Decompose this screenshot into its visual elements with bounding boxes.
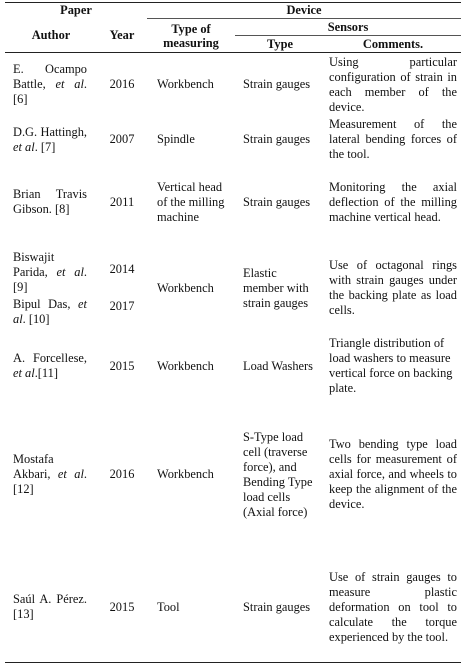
- table-row: [5, 397, 461, 552]
- table-row: [5, 241, 461, 335]
- sensor-type-cell: Strain gauges: [243, 194, 311, 209]
- author-cell: D.G. Hattingh, et al. [7]: [13, 124, 87, 154]
- year-value: 2014: [109, 262, 135, 276]
- author-cell: Mostafa Akbari, et al. [12]: [13, 452, 87, 496]
- table-row: [5, 163, 461, 241]
- header-paper: Paper: [5, 3, 147, 19]
- header-comments: Comments.: [325, 36, 461, 53]
- year-value-2: 2017: [109, 299, 135, 313]
- table-row: [5, 335, 461, 397]
- comment-cell: Use of strain gauges to measure plastic deformation on tool to calculate the torque experienced by the tool.: [325, 552, 461, 663]
- year-cell: 2007: [109, 132, 135, 146]
- measuring-cell: Tool: [147, 552, 235, 663]
- year-cell: 2015: [109, 358, 135, 373]
- year-cell: 2011: [109, 194, 135, 209]
- author-cell: A. Forcellese, et al.[11]: [13, 351, 87, 380]
- author-cell: Saúl A. Pérez. [13]: [5, 552, 97, 663]
- measuring-cell: Workbench: [157, 467, 214, 481]
- author-cell: Brian Travis Gibson. [8]: [13, 187, 87, 216]
- comment-cell: Triangle distribution of load washers to measure vertical force on backing plate.: [329, 336, 453, 395]
- author-cell: Biswajit Parida, et al. [9] Bipul Das, et al. [10]: [13, 249, 87, 326]
- comment-cell: Use of octagonal rings with strain gauges under the backing plate as load cells.: [329, 258, 457, 317]
- sensor-type-cell: S-Type load cell (traverse force), and Bending Type load cells (Axial force): [243, 429, 313, 519]
- sensor-type-cell: Strain gauges: [235, 552, 325, 663]
- sensor-type-cell: Strain gauges: [243, 77, 311, 91]
- measuring-cell: Workbench: [157, 280, 214, 295]
- header-author: Author: [5, 19, 97, 53]
- sensor-type-cell: Load Washers: [243, 358, 313, 373]
- header-type-of-measuring: Type of measuring: [147, 19, 235, 53]
- comment-cell: Two bending type load cells for measurement of axial force, and wheels to keep the alignment of the device.: [329, 437, 457, 511]
- table-row: [5, 552, 461, 663]
- table-row: [5, 116, 461, 163]
- year-cell: 2016: [109, 77, 135, 91]
- sensor-type-cell: Elastic member with strain gauges: [243, 265, 309, 310]
- header-device: Device: [147, 3, 461, 19]
- comment-cell: Monitoring the axial deflection of the milling machine vertical head.: [329, 179, 457, 224]
- author-cell: E. Ocampo Battle, et al. [6]: [13, 62, 87, 106]
- measuring-cell: Vertical head of the milling machine: [157, 179, 225, 224]
- header-year: Year: [97, 19, 147, 53]
- measuring-cell: Spindle: [157, 132, 195, 146]
- year-cell: 2016: [109, 467, 135, 481]
- comment-cell: Using particular configuration of strain in each member of the device.: [329, 54, 457, 114]
- sensor-type-cell: Strain gauges: [243, 132, 311, 146]
- table-row: [5, 53, 461, 117]
- measuring-cell: Workbench: [157, 358, 214, 373]
- header-sensors: Sensors: [235, 19, 461, 36]
- header-type: Type: [235, 36, 325, 53]
- year-cell: 2015: [97, 552, 147, 663]
- comparison-table: [5, 2, 461, 663]
- year-cell: [97, 241, 147, 335]
- comment-cell: Measurement of the lateral bending forces of the tool.: [329, 117, 457, 161]
- measuring-cell: Workbench: [157, 77, 214, 91]
